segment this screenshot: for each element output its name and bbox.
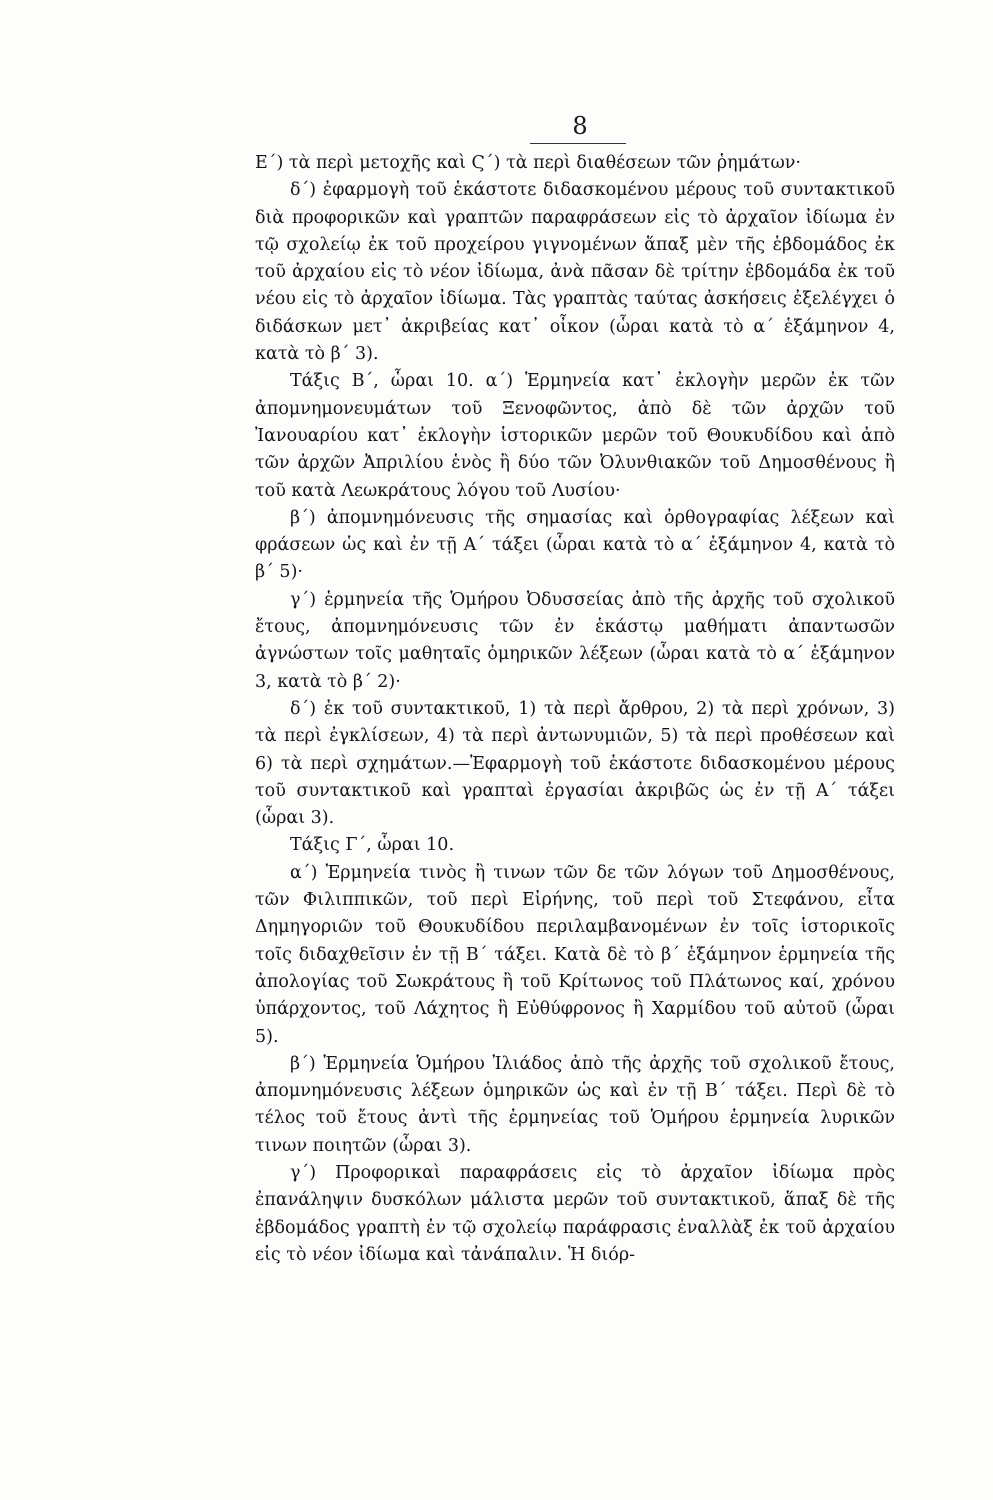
paragraph: γ΄) ἑρμηνεία τῆς Ὁμήρου Ὀδυσσείας ἀπὸ τῆς ἀρχῆς τοῦ σχολικοῦ ἔτους, ἀπομνημόνευσις τῶν ἐν ἑκάστῳ μαθήματι ἀπαντωσῶν ἀγνώστων τοῖς μαθηταῖς ὁμηρικῶν λέξεων (ὧραι κατὰ τὸ α΄ ἑξάμηνον 3, κατὰ τὸ β΄ 2)·: [255, 589, 895, 692]
body-text: [255, 150, 895, 1269]
paragraph: δ΄) ἐφαρμογὴ τοῦ ἑκάστοτε διδασκομένου μέρους τοῦ συντακτικοῦ διὰ προφορικῶν καὶ γραπτῶν παραφράσεων εἰς τὸ ἀρχαῖον ἰδίωμα ἐν τῷ σχολείῳ ἐκ τοῦ προχείρου γιγνομένων ἅπαξ μὲν τῆς ἑβδομάδος ἐκ τοῦ ἀρχαίου εἰς τὸ νέον ἰδίωμα, ἀνὰ πᾶσαν δὲ τρίτην ἑβδομάδα ἐκ τοῦ νέου εἰς τὸ ἀρχαῖον ἰδίωμα. Τὰς γραπτὰς ταύτας ἀσκήσεις ἐξελέγχει ὁ διδάσκων μετ᾽ ἀκριβείας κατ᾽ οἶκον (ὧραι κατὰ τὸ α΄ ἑξάμηνον 4, κατὰ τὸ β΄ 3).: [255, 180, 895, 365]
paragraph: δ΄) ἐκ τοῦ συντακτικοῦ, 1) τὰ περὶ ἄρθρου, 2) τὰ περὶ χρόνων, 3) τὰ περὶ ἐγκλίσεων, 4) τὰ περὶ ἀντωνυμιῶν, 5) τὰ περὶ προθέσεων καὶ 6) τὰ περὶ σχημάτων.—Ἐφαρμογὴ τοῦ ἑκάστοτε διδασκομένου μέρους τοῦ συντακτικοῦ καὶ γραπταὶ ἐργασίαι ἀκριβῶς ὡς ἐν τῇ Α΄ τάξει (ὧραι 3).: [255, 698, 895, 829]
paragraph: Τάξις Β΄, ὧραι 10. α΄) Ἑρμηνεία κατ᾽ ἐκλογὴν μερῶν ἐκ τῶν ἀπομνημονευμάτων τοῦ Ξενοφῶντος, ἀπὸ δὲ τῶν ἀρχῶν τοῦ Ἰανουαρίου κατ᾽ ἐκλογὴν ἱστορικῶν μερῶν τοῦ Θουκυδίδου καὶ ἀπὸ τῶν ἀρχῶν Ἀπριλίου ἑνὸς ἢ δύο τῶν Ὀλυνθιακῶν τοῦ Δημοσθένους ἢ τοῦ κατὰ Λεωκράτους λόγου τοῦ Λυσίου·: [255, 371, 895, 501]
paragraph: γ΄) Προφορικαὶ παραφράσεις εἰς τὸ ἀρχαῖον ἰδίωμα πρὸς ἐπανάληψιν δυσκόλων μάλιστα μερῶν τοῦ συντακτικοῦ, ἅπαξ δὲ τῆς ἑβδομάδος γραπτὴ ἐν τῷ σχολείῳ παράφρασις ἐναλλὰξ ἐκ τοῦ ἀρχαίου εἰς τὸ νέον ἰδίωμα καὶ τἀνάπαλιν. Ἡ διόρ-: [255, 1162, 895, 1265]
paragraph: α΄) Ἑρμηνεία τινὸς ἢ τινων τῶν δε τῶν λόγων τοῦ Δημοσθένους, τῶν Φιλιππικῶν, τοῦ περὶ Εἰρήνης, τοῦ περὶ τοῦ Στεφάνου, εἶτα Δημηγοριῶν τοῦ Θουκυδίδου περιλαμβανομένων ἐν τοῖς ἱστορικοῖς τοῖς διδαχθεῖσιν ἐν τῇ Β΄ τάξει. Κατὰ δὲ τὸ β΄ ἑξάμηνον ἑρμηνεία τῆς ἀπολογίας τοῦ Σωκράτους ἢ τοῦ Κρίτωνος τοῦ Πλάτωνος καί, χρόνου ὑπάρχοντος, τοῦ Λάχητος ἢ Εὐθύφρονος ἢ Χαρμίδου τοῦ αὐτοῦ (ὧραι 5).: [255, 862, 895, 1047]
page-number: 8: [572, 112, 588, 140]
header-rule: [530, 143, 626, 144]
paragraph: β΄) Ἑρμηνεία Ὁμήρου Ἰλιάδος ἀπὸ τῆς ἀρχῆς τοῦ σχολικοῦ ἔτους, ἀπομνημόνευσις λέξεων ὁμηρικῶν ὡς καὶ ἐν τῇ Β΄ τάξει. Περὶ δὲ τὸ τέλος τοῦ ἔτους ἀντὶ τῆς ἑρμηνείας τοῦ Ὁμήρου ἑρμηνεία λυρικῶν τινων ποιητῶν (ὧραι 3).: [255, 1053, 895, 1156]
paragraph: Τάξις Γ΄, ὧραι 10.: [290, 835, 455, 856]
paragraph: β΄) ἀπομνημόνευσις τῆς σημασίας καὶ ὀρθογραφίας λέξεων καὶ φράσεων ὡς καὶ ἐν τῇ Α΄ τάξει (ὧραι κατὰ τὸ α΄ ἑξάμηνον 4, κατὰ τὸ β΄ 5)·: [255, 507, 895, 583]
paragraph: Ε΄) τὰ περὶ μετοχῆς καὶ Ϛ΄) τὰ περὶ διαθέσεων τῶν ῥημάτων·: [255, 153, 801, 173]
